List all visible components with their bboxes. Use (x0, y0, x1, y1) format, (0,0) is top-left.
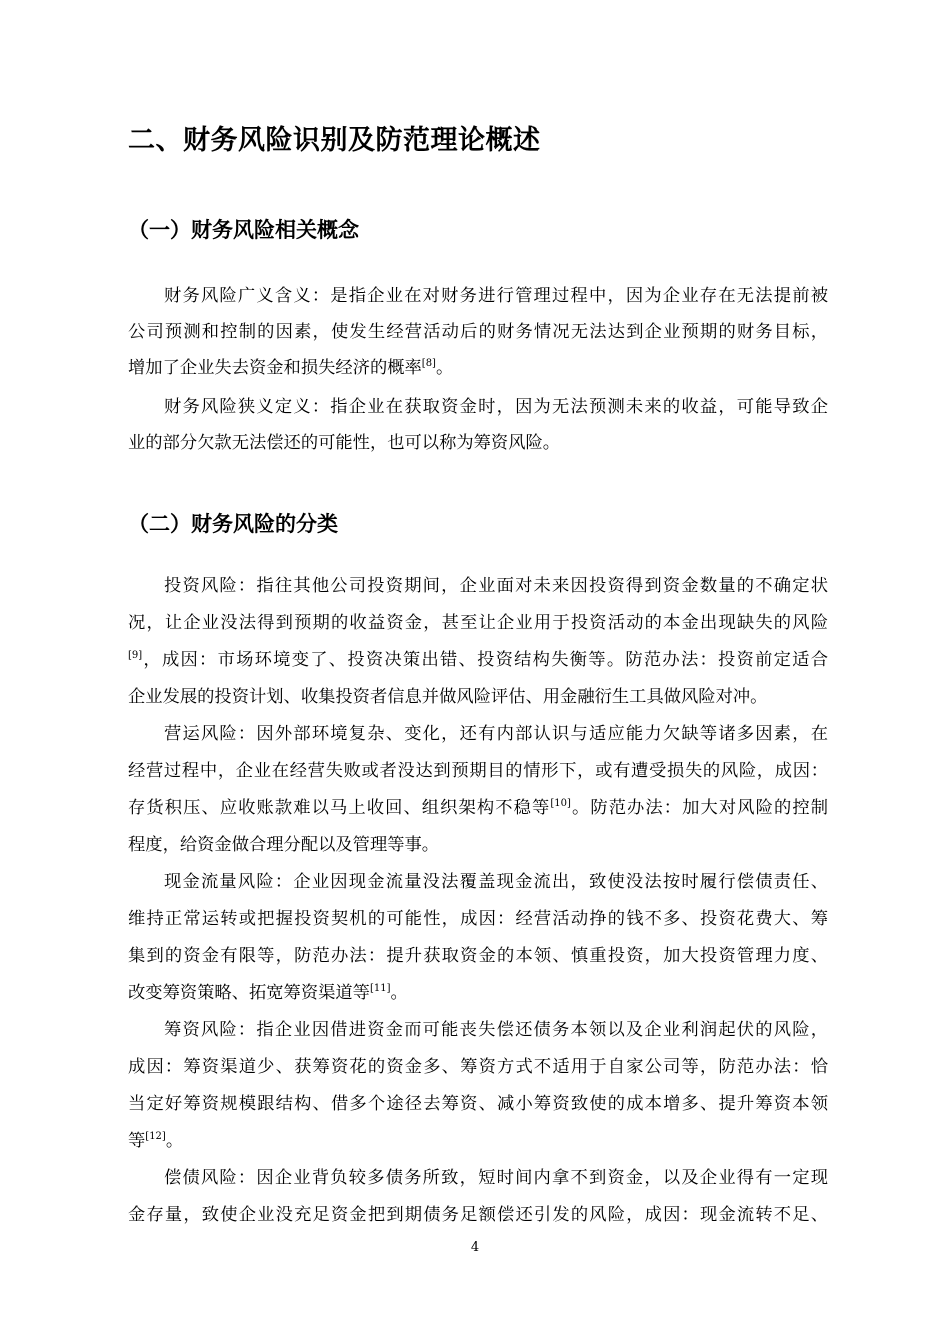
text-line: 投资风险：指往其他公司投资期间，企业面对未来因投资得到资金数量的不确定状 (164, 576, 828, 596)
text-span: 等 (128, 1131, 146, 1151)
section-heading-2: （二）财务风险的分类 (128, 512, 338, 536)
text-line: 当定好筹资规模跟结构、借多个途径去筹资、减小筹资致使的成本增多、提升筹资本领 (128, 1094, 828, 1114)
text-span: 。 (165, 1131, 184, 1151)
text-line (128, 796, 828, 820)
text-line: 现金流量风险：企业因现金流量没法覆盖现金流出，致使没法按时履行偿债责任、 (164, 872, 828, 892)
text-line: 况，让企业没法得到预期的收益资金，甚至让企业用于投资活动的本金出现缺失的风险 (128, 613, 828, 633)
text-line (128, 648, 828, 672)
text-span: 。 (390, 983, 408, 1003)
text-line: 成因：筹资渠道少、获筹资花的资金多、筹资方式不适用于自家公司等，防范办法：恰 (128, 1057, 828, 1077)
citation: [9] (128, 650, 143, 661)
text-line: 企业发展的投资计划、收集投资者信息并做风险评估、用金融衍生工具做风险对冲。 (128, 687, 768, 707)
page-number: 4 (470, 1240, 480, 1255)
citation: [10] (550, 798, 571, 809)
text-line: 程度，给资金做合理分配以及管理等事。 (128, 835, 440, 855)
text-line: 筹资风险：指企业因借进资金而可能丧失偿还债务本领以及企业利润起伏的风险， (164, 1020, 828, 1040)
text-span: ，成因：市场环境变了、投资决策出错、投资结构失衡等。防范办法：投资前定适合 (142, 650, 828, 670)
text-span: 增加了企业失去资金和损失经济的概率 (128, 358, 422, 378)
text-line (128, 981, 828, 1005)
text-line: 偿债风险：因企业背负较多债务所致，短时间内拿不到资金，以及企业得有一定现 (164, 1168, 828, 1188)
chapter-heading: 二、财务风险识别及防范理论概述 (128, 125, 541, 156)
text-line (128, 1129, 828, 1153)
section-heading-1: （一）财务风险相关概念 (128, 218, 359, 242)
text-line: 集到的资金有限等，防范办法：提升获取资金的本领、慎重投资，加大投资管理力度、 (128, 946, 828, 966)
citation: [8] (421, 358, 436, 369)
text-span: 改变筹资策略、拓宽筹资渠道等 (128, 983, 370, 1003)
citation: [12] (145, 1131, 166, 1142)
text-span: 。防范办法：加大对风险的控制 (570, 798, 828, 818)
text-line: 财务风险狭义定义：指企业在获取资金时，因为无法预测未来的收益，可能导致企 (164, 397, 828, 417)
text-line (128, 356, 828, 380)
text-line: 金存量，致使企业没充足资金把到期债务足额偿还引发的风险，成因：现金流转不足、 (128, 1205, 828, 1225)
text-line: 维持正常运转或把握投资契机的可能性，成因：经营活动挣的钱不多、投资花费大、筹 (128, 909, 828, 929)
text-span: 。 (435, 358, 454, 378)
citation: [11] (369, 983, 391, 994)
text-span: 存货积压、应收账款难以马上收回、组织架构不稳等 (128, 798, 551, 818)
text-line: 财务风险广义含义：是指企业在对财务进行管理过程中，因为企业存在无法提前被 (164, 286, 828, 306)
text-line: 经营过程中，企业在经营失败或者没达到预期目的情形下，或有遭受损失的风险，成因： (128, 761, 828, 781)
text-line: 业的部分欠款无法偿还的可能性，也可以称为筹资风险。 (128, 433, 561, 453)
text-line: 公司预测和控制的因素，使发生经营活动后的财务情况无法达到企业预期的财务目标， (128, 322, 828, 342)
text-line: 营运风险：因外部环境复杂、变化，还有内部认识与适应能力欠缺等诸多因素，在 (164, 724, 828, 744)
